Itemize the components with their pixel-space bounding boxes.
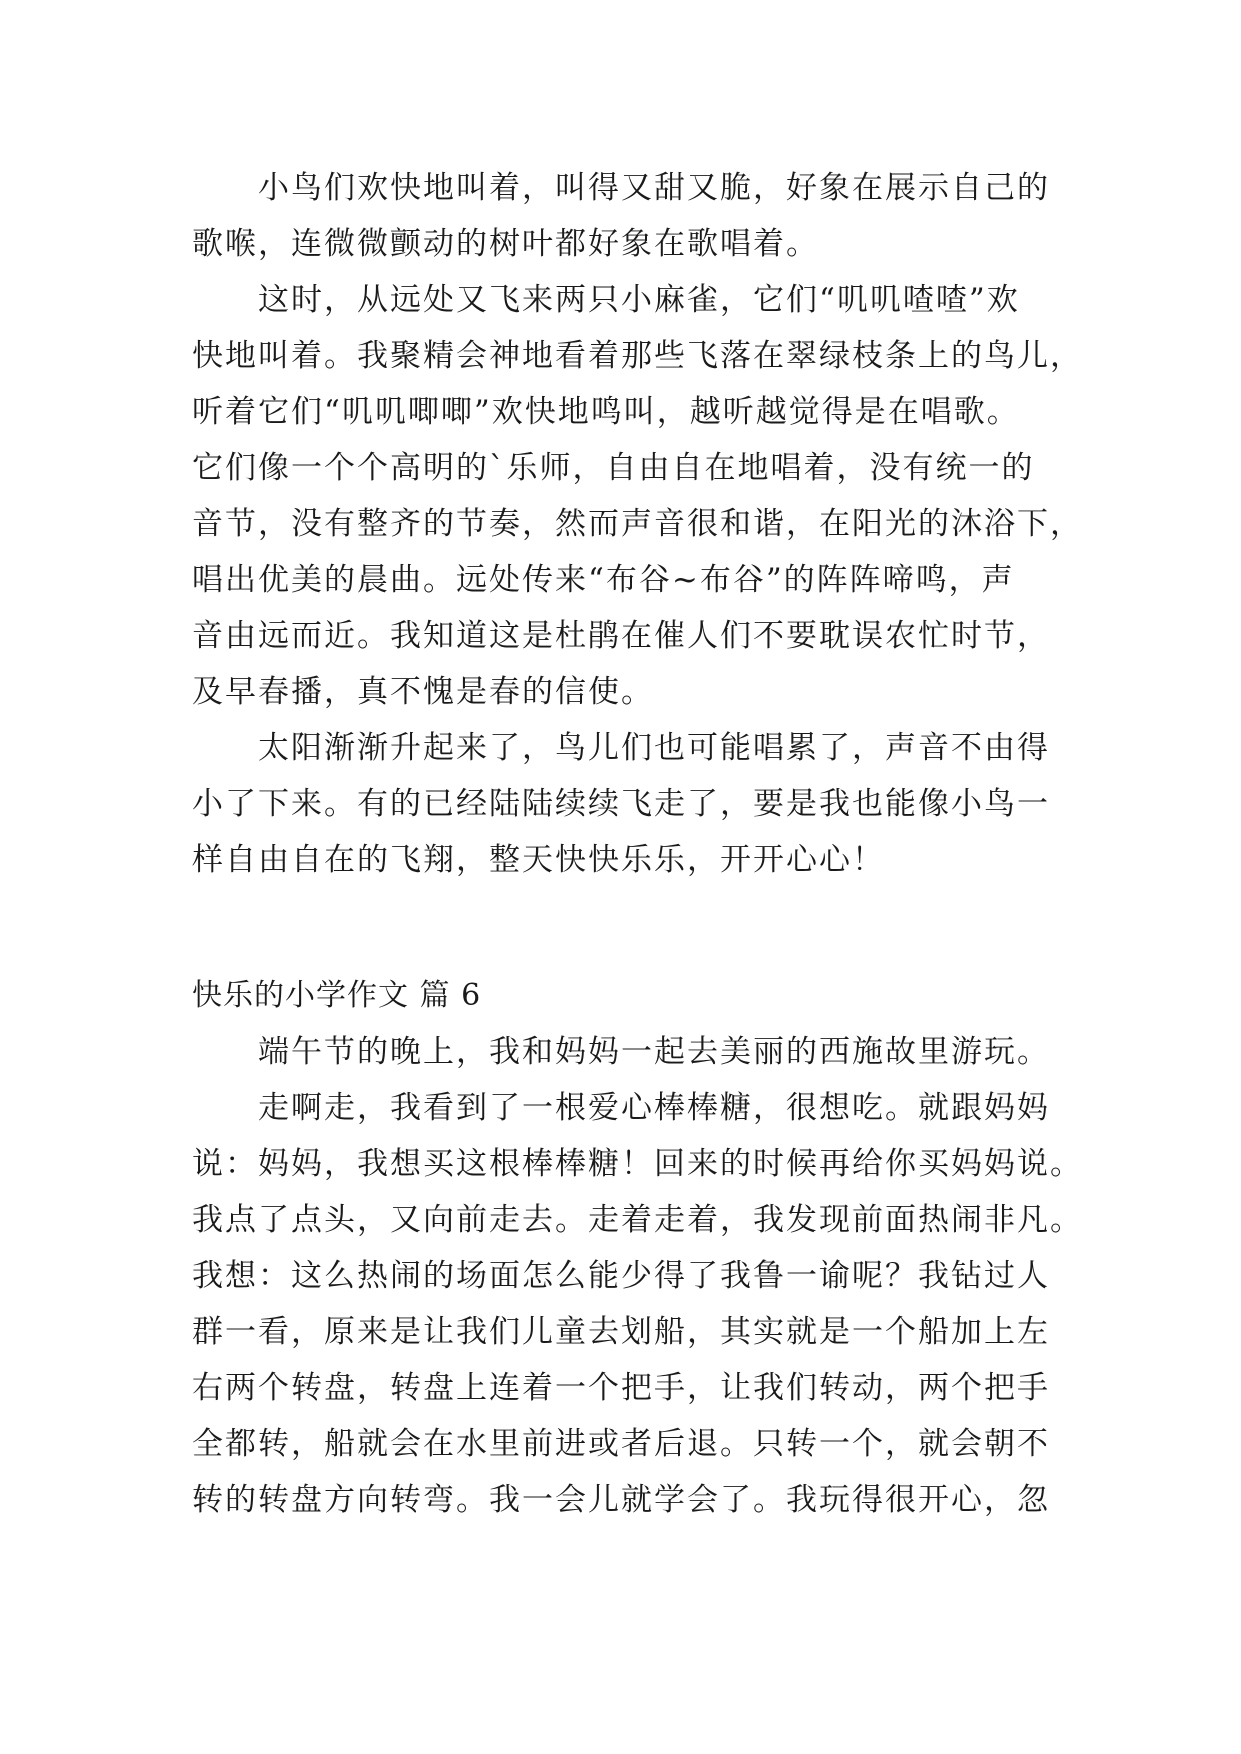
paragraph-line: 它们像一个个高明的`乐师，自由自在地唱着，没有统一的 <box>192 450 1035 486</box>
paragraph-line: 这时，从远处又飞来两只小麻雀，它们“叽叽喳喳”欢 <box>258 282 1020 318</box>
section-title: 快乐的小学作文 篇 6 <box>192 978 482 1013</box>
paragraph-line: 群一看，原来是让我们儿童去划船，其实就是一个船加上左 <box>192 1314 1050 1350</box>
paragraph-line: 太阳渐渐升起来了，鸟儿们也可能唱累了，声音不由得 <box>258 730 1050 766</box>
paragraph-line: 我想：这么热闹的场面怎么能少得了我鲁一谕呢？我钻过人 <box>192 1258 1050 1294</box>
paragraph-line: 我点了点头，又向前走去。走着走着，我发现前面热闹非凡。 <box>192 1202 1083 1238</box>
paragraph-line: 样自由自在的飞翔，整天快快乐乐，开开心心！ <box>192 842 885 878</box>
paragraph-line: 右两个转盘，转盘上连着一个把手，让我们转动，两个把手 <box>192 1370 1050 1406</box>
paragraph-line: 转的转盘方向转弯。我一会儿就学会了。我玩得很开心，忽 <box>192 1482 1050 1518</box>
paragraph-line: 端午节的晚上，我和妈妈一起去美丽的西施故里游玩。 <box>258 1034 1050 1070</box>
paragraph-line: 快地叫着。我聚精会神地看着那些飞落在翠绿枝条上的鸟儿， <box>192 338 1083 374</box>
paragraph-line: 歌喉，连微微颤动的树叶都好象在歌唱着。 <box>192 226 819 262</box>
paragraph-line: 及早春播，真不愧是春的信使。 <box>192 674 654 710</box>
paragraph-line: 音由远而近。我知道这是杜鹃在催人们不要耽误农忙时节， <box>192 618 1050 654</box>
paragraph-line: 说：妈妈，我想买这根棒棒糖！回来的时候再给你买妈妈说。 <box>192 1146 1083 1182</box>
paragraph-line: 音节，没有整齐的节奏，然而声音很和谐，在阳光的沐浴下， <box>192 506 1083 542</box>
paragraph-line: 全都转，船就会在水里前进或者后退。只转一个，就会朝不 <box>192 1426 1050 1462</box>
paragraph-line: 听着它们“叽叽唧唧”欢快地鸣叫，越听越觉得是在唱歌。 <box>192 394 1020 430</box>
paragraph-line: 小了下来。有的已经陆陆续续飞走了，要是我也能像小鸟一 <box>192 786 1050 822</box>
paragraph-line: 唱出优美的晨曲。远处传来“布谷~布谷”的阵阵啼鸣，声 <box>192 562 1015 598</box>
paragraph-line: 小鸟们欢快地叫着，叫得又甜又脆，好象在展示自己的 <box>258 170 1050 206</box>
paragraph-line: 走啊走，我看到了一根爱心棒棒糖，很想吃。就跟妈妈 <box>258 1090 1050 1126</box>
